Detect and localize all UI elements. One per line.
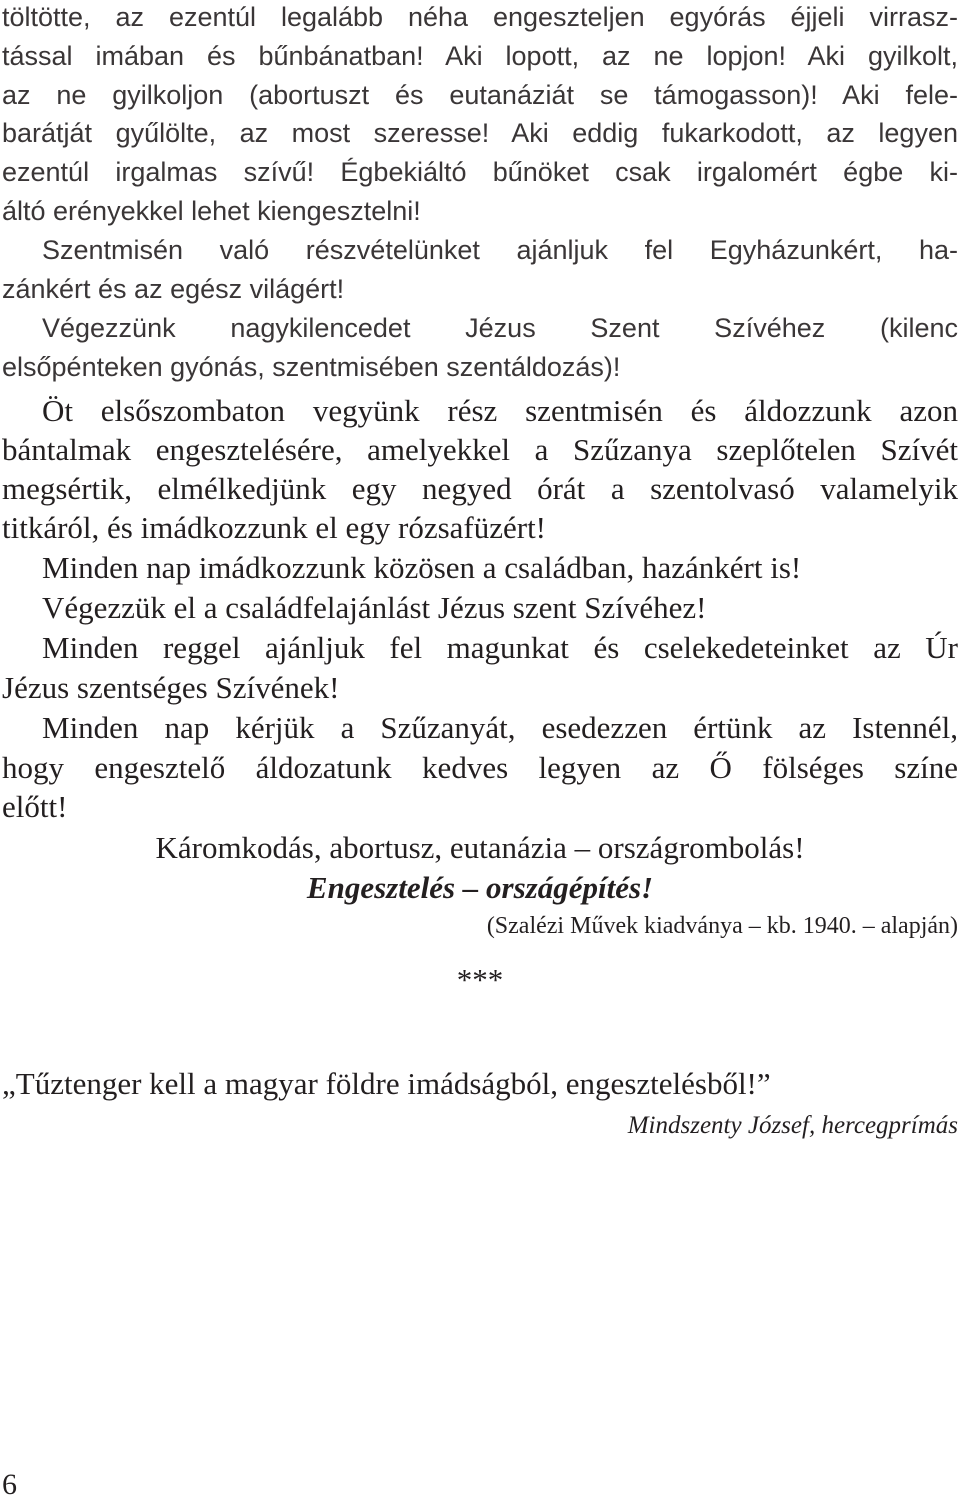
body-text-line: Szentmisén való részvételünket ajánljuk fel Egyházunkért, ha- (42, 235, 958, 265)
body-text-line: Végezzük el a családfelajánlást Jézus szent Szívéhez! (42, 590, 707, 625)
body-text-line: áltó erényekkel lehet kiengesztelni! (2, 196, 421, 226)
body-text-line: tással imában és bűnbánatban! Aki lopott, az ne lopjon! Aki gyilkolt, (2, 41, 958, 71)
body-text-line: Öt elsőszombaton vegyünk rész szentmisén és áldozzunk azon (42, 393, 958, 428)
body-text-line: töltötte, az ezentúl legalább néha engeszteljen egyórás éjjeli virrasz- (2, 2, 958, 32)
closing-slogan: Káromkodás, abortusz, eutanázia – országrombolás! (155, 830, 805, 865)
body-text-line: hogy engesztelő áldozatunk kedves legyen az Ő fölséges színe (2, 750, 958, 785)
body-text-line: zánkért és az egész világért! (2, 274, 345, 304)
body-text-line: Jézus szentséges Szívének! (2, 670, 340, 705)
body-text-line: az ne gyilkoljon (abortuszt és eutanáziát se támogasson)! Aki fele- (2, 80, 958, 110)
quote-author: Mindszenty József, hercegprímás (627, 1112, 958, 1139)
body-text-line: barátját gyűlölte, az most szeresse! Aki eddig fukarkodott, az legyen (2, 118, 958, 148)
quote-text: „Tűztenger kell a magyar földre imádságból, engesztelésből!” (2, 1066, 771, 1101)
body-text-line: titkáról, és imádkozzunk el egy rózsafüzért! (2, 510, 546, 545)
closing-slogan-emphasis: Engesztelés – országépítés! (306, 870, 654, 905)
section-separator: *** (456, 962, 504, 997)
body-text-line: megsértik, elmélkedjünk egy negyed órát a szentolvasó valamelyik (2, 471, 958, 506)
body-text-line: Minden reggel ajánljuk fel magunkat és cselekedeteinket az Úr (42, 630, 958, 665)
page-number: 6 (2, 1468, 17, 1501)
source-citation: (Szalézi Művek kiadványa – kb. 1940. – alapján) (486, 913, 958, 939)
body-text-line: Minden nap imádkozzunk közösen a családban, hazánkért is! (42, 550, 802, 585)
body-text-line: ezentúl irgalmas szívű! Égbekiáltó bűnöket csak irgalomért égbe ki- (2, 157, 958, 187)
body-text-line: bántalmak engesztelésére, amelyekkel a Szűzanya szeplőtelen Szívét (2, 432, 958, 467)
body-text-line: Minden nap kérjük a Szűzanyát, esedezzen értünk az Istennél, (42, 710, 958, 745)
body-text-line: elsőpénteken gyónás, szentmisében szentáldozás)! (2, 352, 621, 382)
body-text-line: előtt! (2, 789, 68, 824)
body-text-line: Végezzünk nagykilencedet Jézus Szent Szívéhez (kilenc (42, 313, 958, 343)
